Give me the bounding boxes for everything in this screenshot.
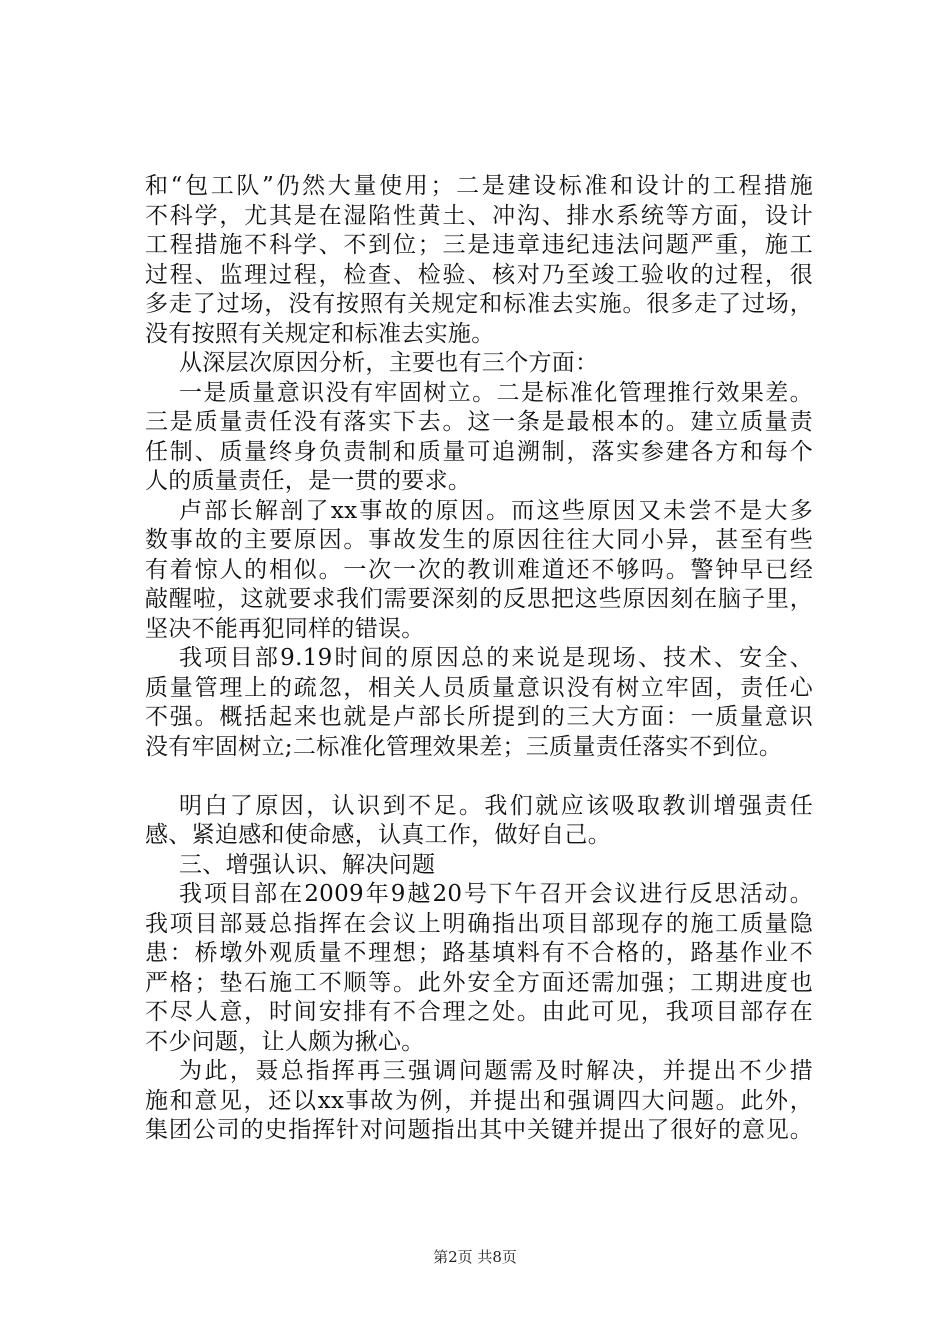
text-line: 从深层次原因分析，主要也有三个方面： — [179, 350, 599, 376]
text-line: 三、增强认识、解决问题 — [179, 851, 436, 878]
text-line: 为此，聂总指挥再三强调问题需及时解决，并提出不少措 — [179, 1058, 813, 1084]
text-line: 我项目部在2009年9越20号下午召开会议进行反思活动。 — [179, 881, 813, 907]
text-line: 过程、监理过程，检查、检验、核对乃至竣工验收的过程，很 — [145, 261, 813, 288]
text-line: 我项目部聂总指挥在会议上明确指出项目部现存的施工质量隐 — [145, 910, 813, 937]
text-line: 患：桥墩外观质量不理想；路基填料有不合格的，路基作业不 — [145, 940, 813, 966]
paragraph — [145, 172, 813, 349]
paragraph — [145, 644, 813, 762]
text-line: 卢部长解剖了xx事故的原因。而这些原因又未尝不是大多 — [179, 497, 813, 524]
text-line: 质量管理上的疏忽，相关人员质量意识没有树立牢固，责任心 — [145, 674, 813, 701]
text-line: 感、紧迫感和使命感，认真工作，做好自己。 — [145, 822, 611, 848]
text-line: 一是质量意识没有牢固树立。二是标准化管理推行效果差。 — [179, 379, 813, 406]
text-line: 工程措施不科学、不到位；三是违章违纪违法问题严重，施工 — [145, 232, 813, 258]
text-line: 和“包工队”仍然大量使用；二是建设标准和设计的工程措施 — [145, 173, 813, 199]
document-body — [145, 172, 813, 1146]
text-line: 任制、质量终身负责制和质量可追溯制，落实参建各方和每个 — [145, 438, 813, 465]
text-line: 我项目部9.19时间的原因总的来说是现场、技术、安全、 — [179, 645, 813, 671]
paragraph — [145, 349, 813, 379]
text-line: 明白了原因，认识到不足。我们就应该吸取教训增强责任 — [179, 792, 813, 819]
paragraph — [145, 792, 813, 851]
text-line: 集团公司的史指挥针对问题指出其中关键并提出了很好的意见。 — [145, 1117, 813, 1143]
text-line: 严格；垫石施工不顺等。此外安全方面还需加强；工期进度也 — [145, 969, 813, 996]
text-line: 不尽人意，时间安排有不合理之处。由此可见，我项目部存在 — [145, 999, 813, 1025]
text-line: 施和意见，还以xx事故为例，并提出和强调四大问题。此外， — [145, 1087, 813, 1114]
paragraph — [145, 880, 813, 1057]
text-line: 敲醒啦，这就要求我们需要深刻的反思把这些原因刻在脑子里， — [145, 586, 813, 612]
paragraph — [145, 497, 813, 645]
paragraph — [145, 1057, 813, 1146]
text-line: 人的质量责任，是一贯的要求。 — [145, 468, 472, 494]
text-line: 多走了过场，没有按照有关规定和标准去实施。很多走了过场， — [145, 291, 813, 317]
text-line: 没有牢固树立;二标准化管理效果差；三质量责任落实不到位。 — [145, 733, 783, 760]
text-line: 三是质量责任没有落实下去。这一条是最根本的。建立质量责 — [145, 409, 813, 435]
text-line: 不少问题，让人颇为揪心。 — [145, 1028, 425, 1055]
text-line: 数事故的主要原因。事故发生的原因往往大同小异，甚至有些 — [145, 527, 813, 553]
text-line: 不科学，尤其是在湿陷性黄土、冲沟、排水系统等方面，设计 — [145, 202, 813, 229]
text-line: 坚决不能再犯同样的错误。 — [145, 615, 425, 642]
blank-line — [145, 762, 813, 792]
page-number-footer: 第2页 共8页 — [433, 1248, 517, 1266]
text-line: 没有按照有关规定和标准去实施。 — [145, 320, 495, 347]
text-line: 不强。概括起来也就是卢部长所提到的三大方面：一质量意识 — [145, 704, 813, 730]
paragraph — [145, 379, 813, 497]
text-line: 有着惊人的相似。一次一次的教训难道还不够吗。警钟早已经 — [145, 556, 813, 583]
section-heading — [145, 851, 813, 881]
